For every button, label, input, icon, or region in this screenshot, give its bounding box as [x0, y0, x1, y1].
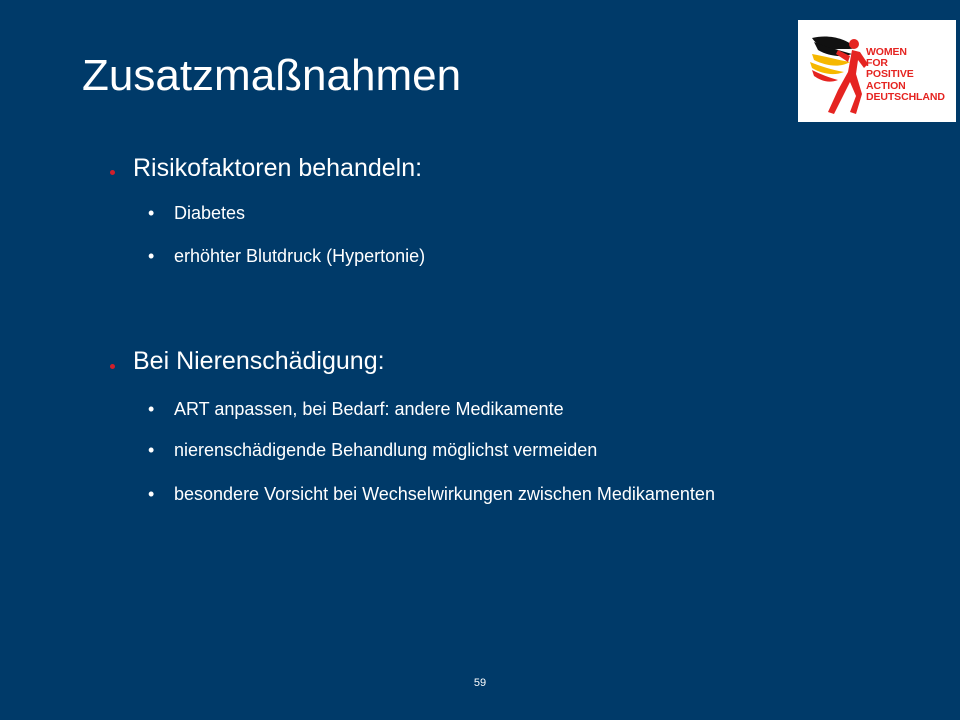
section-heading: Bei Nierenschädigung: — [133, 347, 385, 375]
list-item — [148, 482, 768, 506]
logo-line: POSITIVE — [866, 68, 914, 81]
list-item-text: ART anpassen, bei Bedarf: andere Medikamente — [174, 399, 564, 419]
heading-bullet-icon — [110, 170, 115, 175]
bullet-icon: • — [148, 203, 155, 223]
logo-line: FOR — [866, 57, 888, 70]
list-item — [148, 201, 748, 225]
list-item — [148, 244, 748, 268]
list-item-text: erhöhter Blutdruck (Hypertonie) — [174, 246, 426, 266]
heading-bullet-icon — [110, 364, 115, 369]
list-item-text: Diabetes — [174, 203, 246, 223]
bullet-icon: • — [148, 440, 155, 460]
bullet-icon: • — [148, 399, 155, 419]
wpa-deutschland-logo — [798, 20, 956, 122]
logo-text — [866, 47, 945, 103]
logo-line: DEUTSCHLAND — [866, 90, 945, 103]
logo-line: ACTION — [866, 79, 906, 92]
list-item-text: nierenschädigende Behandlung möglichst vermeiden — [174, 440, 598, 460]
list-item-text: besondere Vorsicht bei Wechselwirkungen zwischen Medikamenten — [174, 484, 715, 504]
bullet-icon: • — [148, 246, 155, 266]
bullet-icon: • — [148, 484, 155, 504]
list-item — [148, 438, 748, 462]
section-heading: Risikofaktoren behandeln: — [133, 154, 423, 182]
page-number: 59 — [473, 677, 487, 689]
list-item — [148, 397, 748, 421]
slide-title: Zusatzmaßnahmen — [82, 51, 462, 100]
logo-line: WOMEN — [866, 46, 907, 58]
logo-figure-head — [849, 39, 859, 49]
